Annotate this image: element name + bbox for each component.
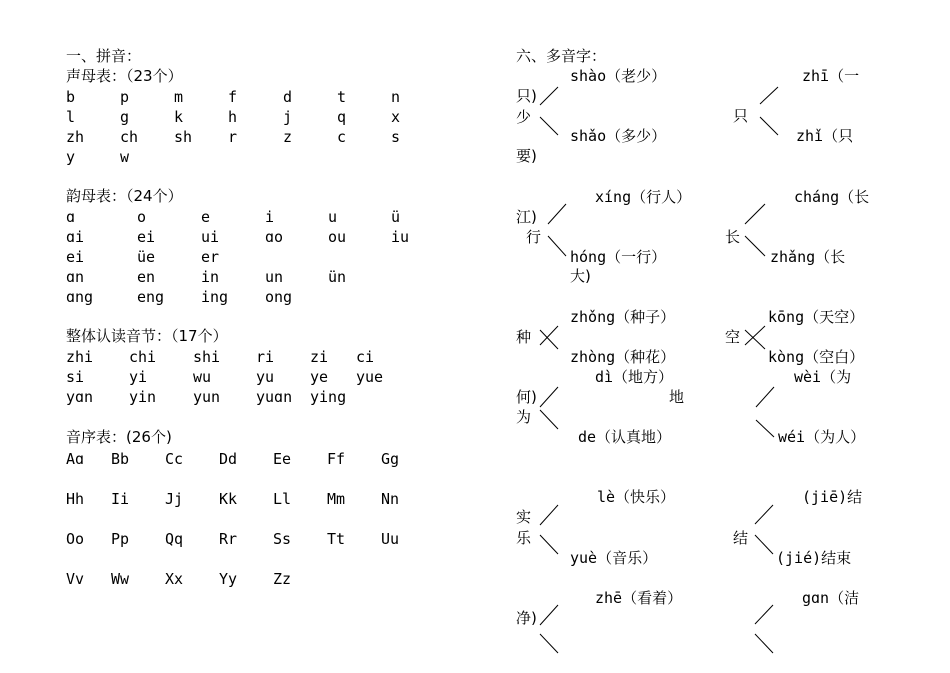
reading-xing: xíng（行人） [595,188,692,206]
initials-cell: z [283,128,293,146]
tail-text: 大) [570,267,591,285]
finals-cell: ui [201,228,220,246]
initials-cell: zh [66,128,85,146]
char-xing: 行 [526,228,542,246]
finals-table-title: 韵母表：（24个） [66,187,183,205]
alphabet-cell: Qq [165,530,184,548]
whole-cell: ying [310,388,347,406]
char-zhong: 种 [516,328,532,346]
initials-cell: m [174,88,184,106]
reading-zhi3: zhǐ（只 [796,127,854,145]
reading-kong4: kòng（空白） [768,348,865,366]
initials-cell: d [283,88,293,106]
initials-cell: r [228,128,238,146]
tail-text: 要) [516,147,537,165]
finals-cell: ei [137,228,156,246]
alphabet-cell: Gg [381,450,400,468]
alphabet-cell: Tt [327,530,346,548]
initials-cell: j [283,108,293,126]
char-di: 地 [669,388,685,406]
finals-cell: er [201,248,220,266]
alphabet-cell: Mm [327,490,346,508]
reading-zhong3: zhǒng（种子） [570,308,676,326]
alphabet-cell: Kk [219,490,238,508]
char-zhi: 只 [733,107,749,125]
whole-cell: ri [256,348,275,366]
finals-cell: ɑng [66,288,94,306]
initials-cell: b [66,88,76,106]
reading-shao3: shǎo（多少） [570,127,667,145]
char-kong: 空 [725,328,741,346]
finals-cell: un [265,268,284,286]
reading-jie2: (jié)结束 [776,549,852,567]
finals-cell: in [201,268,220,286]
initials-cell: w [120,148,130,166]
alphabet-cell: Ss [273,530,292,548]
initials-cell: k [174,108,184,126]
whole-cell: yin [129,388,157,406]
reading-zhong4: zhòng（种花） [570,348,676,366]
initials-cell: y [66,148,76,166]
alphabet-cell: Nn [381,490,400,508]
whole-cell: yu [256,368,275,386]
alphabet-cell: Bb [111,450,130,468]
reading-hang: hóng（一行） [570,248,667,266]
tail-text: 江) [516,208,537,226]
finals-cell: üe [137,248,156,266]
finals-cell: e [201,208,211,226]
alphabet-cell: Ff [327,450,346,468]
initials-table-title: 声母表：（23个） [66,67,183,85]
reading-zhang: zhǎng（长 [770,248,846,266]
finals-cell: ing [201,288,229,306]
reading-wei4: wèi（为 [794,368,852,386]
whole-cell: zhi [66,348,94,366]
finals-cell: o [137,208,147,226]
initials-cell: l [66,108,76,126]
initials-cell: x [391,108,401,126]
alphabet-cell: Ll [273,490,292,508]
initials-cell: c [337,128,347,146]
finals-cell: i [265,208,275,226]
alphabet-cell: Pp [111,530,130,548]
reading-jie1: (jiē)结 [802,488,863,506]
alphabet-cell: Aɑ [66,450,85,468]
finals-cell: u [328,208,338,226]
reading-de: de（认真地） [578,428,672,446]
alphabet-cell: Zz [273,570,292,588]
char-le: 乐 [516,529,532,547]
alphabet-cell: Cc [165,450,184,468]
reading-chang: cháng（长 [794,188,870,206]
finals-cell: eng [137,288,165,306]
alphabet-cell: Uu [381,530,400,548]
reading-gan1: gɑn（洁 [802,589,860,607]
whole-cell: yun [193,388,221,406]
reading-di4: dì（地方） [595,368,674,386]
finals-cell: ɑo [265,228,284,246]
finals-cell: ɑ [66,208,76,226]
reading-wei2: wéi（为人） [778,428,866,446]
whole-cell: yi [129,368,148,386]
initials-cell: g [120,108,130,126]
finals-cell: iu [391,228,410,246]
whole-syllables-title: 整体认读音节：（17个） [66,327,228,345]
finals-cell: en [137,268,156,286]
initials-cell: p [120,88,130,106]
tail-text: 只) [516,87,537,105]
reading-zhi1: zhī（一 [802,67,860,85]
whole-cell: wu [193,368,212,386]
alphabet-cell: Ii [111,490,130,508]
alphabet-cell: Oo [66,530,85,548]
whole-cell: chi [129,348,157,366]
alphabet-cell: Ww [111,570,130,588]
alphabet-table-title: 音序表：(26个) [66,428,172,446]
reading-yue4: yuè（音乐） [570,549,658,567]
whole-cell: si [66,368,85,386]
alphabet-cell: Hh [66,490,85,508]
finals-cell: ün [328,268,347,286]
alphabet-cell: Yy [219,570,238,588]
tail-text: 实 [516,508,532,526]
initials-cell: sh [174,128,193,146]
initials-cell: n [391,88,401,106]
whole-cell: ye [310,368,329,386]
whole-cell: ci [356,348,375,366]
finals-cell: ü [391,208,401,226]
reading-zhe1: zhē（看着） [595,589,683,607]
char-chang: 长 [725,228,741,246]
whole-cell: yɑn [66,388,94,406]
char-jie: 结 [733,529,749,547]
whole-cell: zi [310,348,329,366]
initials-cell: ch [120,128,139,146]
alphabet-cell: Vv [66,570,85,588]
finals-cell: ou [328,228,347,246]
whole-cell: yuɑn [256,388,293,406]
initials-cell: h [228,108,238,126]
initials-cell: t [337,88,347,106]
alphabet-cell: Ee [273,450,292,468]
reading-le4: lè（快乐） [597,488,676,506]
section-title-polyphonic: 六、多音字： [516,47,607,65]
tail-text: 何) [516,388,537,406]
alphabet-cell: Rr [219,530,238,548]
initials-cell: q [337,108,347,126]
whole-cell: shi [193,348,221,366]
alphabet-cell: Dd [219,450,238,468]
char-shao: 少 [516,108,532,126]
alphabet-cell: Jj [165,490,184,508]
alphabet-cell: Xx [165,570,184,588]
whole-cell: yue [356,368,384,386]
finals-cell: ɑi [66,228,85,246]
initials-cell: s [391,128,401,146]
finals-cell: ong [265,288,293,306]
reading-shao4: shào（老少） [570,67,667,85]
reading-kong1: kōng（天空） [768,308,865,326]
char-wei: 为 [516,408,532,426]
section-title-pinyin: 一、拼音： [66,47,142,65]
finals-cell: ei [66,248,85,266]
initials-cell: f [228,88,238,106]
tail-text: 净) [516,609,537,627]
finals-cell: ɑn [66,268,85,286]
